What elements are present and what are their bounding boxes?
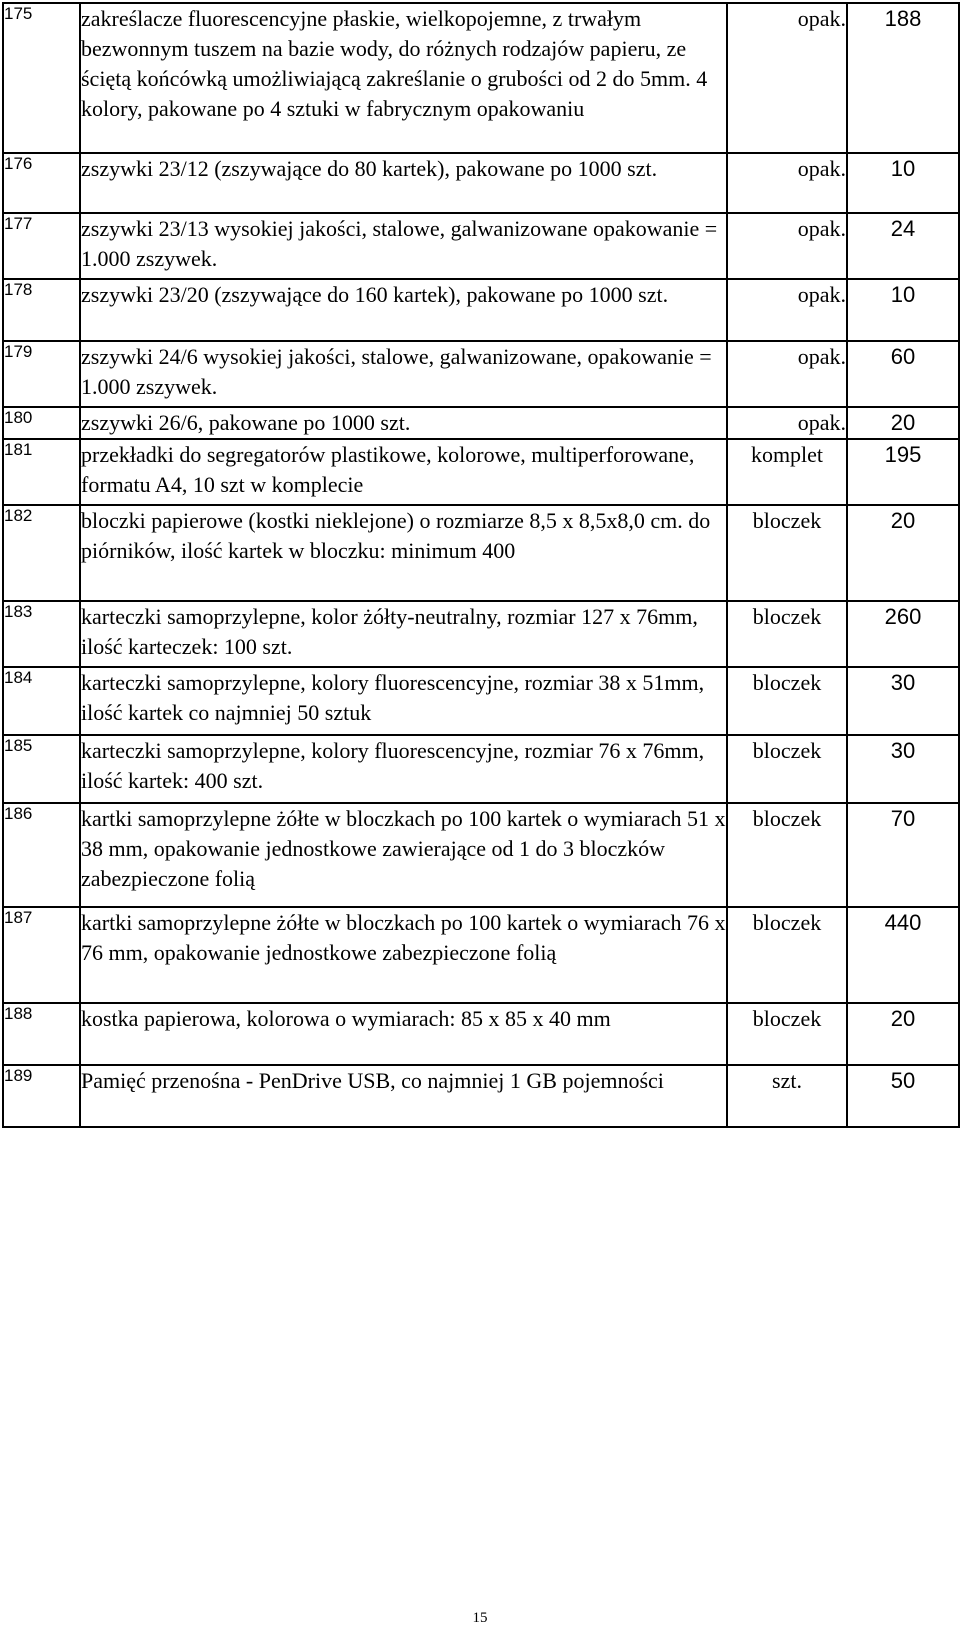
table-row: [3, 3, 959, 153]
row-description: kostka papierowa, kolorowa o wymiarach: 85 x 85 x 40 mm: [80, 1003, 727, 1065]
table-row: [3, 667, 959, 735]
table-row: [3, 407, 959, 439]
row-quantity: 20: [847, 1003, 959, 1065]
row-quantity: 10: [847, 153, 959, 213]
row-unit: bloczek: [727, 505, 847, 601]
row-number: 188: [3, 1003, 80, 1065]
row-description: zszywki 24/6 wysokiej jakości, stalowe, galwanizowane, opakowanie = 1.000 zszywek.: [80, 341, 727, 407]
row-unit: opak.: [727, 3, 847, 153]
row-quantity: 30: [847, 735, 959, 803]
table-row: [3, 803, 959, 907]
row-quantity: 195: [847, 439, 959, 505]
items-table: [2, 2, 960, 1128]
row-quantity: 70: [847, 803, 959, 907]
table-row: [3, 213, 959, 279]
row-quantity: 60: [847, 341, 959, 407]
row-quantity: 20: [847, 505, 959, 601]
row-unit: bloczek: [727, 907, 847, 1003]
row-quantity: 30: [847, 667, 959, 735]
table-row: [3, 279, 959, 341]
row-quantity: 188: [847, 3, 959, 153]
row-description: karteczki samoprzylepne, kolory fluorescencyjne, rozmiar 38 x 51mm, ilość kartek co najmniej 50 sztuk: [80, 667, 727, 735]
row-number: 180: [3, 407, 80, 439]
row-number: 175: [3, 3, 80, 153]
table-row: [3, 735, 959, 803]
row-unit: bloczek: [727, 601, 847, 667]
row-number: 183: [3, 601, 80, 667]
row-quantity: 440: [847, 907, 959, 1003]
row-unit: bloczek: [727, 667, 847, 735]
row-number: 182: [3, 505, 80, 601]
row-number: 179: [3, 341, 80, 407]
row-description: zszywki 23/13 wysokiej jakości, stalowe, galwanizowane opakowanie = 1.000 zszywek.: [80, 213, 727, 279]
row-description: karteczki samoprzylepne, kolory fluorescencyjne, rozmiar 76 x 76mm, ilość kartek: 400 szt.: [80, 735, 727, 803]
row-unit: szt.: [727, 1065, 847, 1127]
row-description: zakreślacze fluorescencyjne płaskie, wielkopojemne, z trwałym bezwonnym tuszem na bazie wody, do różnych rodzajów papieru, ze ściętą końcówką umożliwiającą zakreślanie o grubości od 2 do 5mm. 4 kolory, pakowane po 4 sztuki w fabrycznym opakowaniu: [80, 3, 727, 153]
row-number: 177: [3, 213, 80, 279]
row-number: 176: [3, 153, 80, 213]
row-unit: bloczek: [727, 803, 847, 907]
row-description: zszywki 23/12 (zszywające do 80 kartek), pakowane po 1000 szt.: [80, 153, 727, 213]
row-description: kartki samoprzylepne żółte w bloczkach po 100 kartek o wymiarach 51 x 38 mm, opakowanie jednostkowe zawierające od 1 do 3 bloczków zabezpieczone folią: [80, 803, 727, 907]
row-number: 181: [3, 439, 80, 505]
table-row: [3, 341, 959, 407]
row-description: zszywki 23/20 (zszywające do 160 kartek), pakowane po 1000 szt.: [80, 279, 727, 341]
row-number: 184: [3, 667, 80, 735]
row-unit: opak.: [727, 407, 847, 439]
table-row: [3, 505, 959, 601]
row-quantity: 20: [847, 407, 959, 439]
row-description: zszywki 26/6, pakowane po 1000 szt.: [80, 407, 727, 439]
row-description: bloczki papierowe (kostki nieklejone) o rozmiarze 8,5 x 8,5x8,0 cm. do piórników, ilość kartek w bloczku: minimum 400: [80, 505, 727, 601]
row-number: 178: [3, 279, 80, 341]
row-quantity: 50: [847, 1065, 959, 1127]
row-description: Pamięć przenośna - PenDrive USB, co najmniej 1 GB pojemności: [80, 1065, 727, 1127]
table-row: [3, 601, 959, 667]
table-row: [3, 1065, 959, 1127]
row-quantity: 260: [847, 601, 959, 667]
row-unit: opak.: [727, 341, 847, 407]
row-unit: opak.: [727, 213, 847, 279]
row-number: 185: [3, 735, 80, 803]
row-unit: opak.: [727, 153, 847, 213]
row-quantity: 24: [847, 213, 959, 279]
row-unit: komplet: [727, 439, 847, 505]
items-table-body: [3, 3, 959, 1127]
row-number: 187: [3, 907, 80, 1003]
row-description: kartki samoprzylepne żółte w bloczkach po 100 kartek o wymiarach 76 x 76 mm, opakowanie jednostkowe zabezpieczone folią: [80, 907, 727, 1003]
table-row: [3, 907, 959, 1003]
row-number: 186: [3, 803, 80, 907]
table-row: [3, 439, 959, 505]
row-unit: bloczek: [727, 735, 847, 803]
row-quantity: 10: [847, 279, 959, 341]
row-description: karteczki samoprzylepne, kolor żółty-neutralny, rozmiar 127 x 76mm, ilość karteczek: 100 szt.: [80, 601, 727, 667]
table-row: [3, 153, 959, 213]
table-row: [3, 1003, 959, 1065]
row-description: przekładki do segregatorów plastikowe, kolorowe, multiperforowane, formatu A4, 10 szt w komplecie: [80, 439, 727, 505]
page-number: 15: [472, 1610, 488, 1626]
row-number: 189: [3, 1065, 80, 1127]
row-unit: bloczek: [727, 1003, 847, 1065]
row-unit: opak.: [727, 279, 847, 341]
